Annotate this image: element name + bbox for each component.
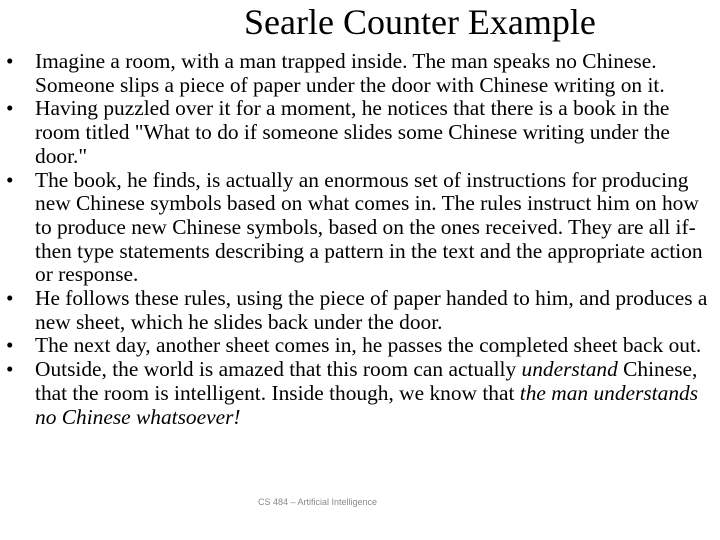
bullet-text: The next day, another sheet comes in, he passes the completed sheet back out. [35, 333, 702, 358]
bullet-text-emphasis: the man understands no Chinese whatsoever! [35, 380, 699, 429]
slide-title: Searle Counter Example [244, 2, 596, 42]
bullet-item [0, 358, 716, 429]
bullet-text-part: Outside, the world is amazed that this room can actually [35, 357, 522, 382]
bullet-marker: • [6, 49, 14, 73]
bullet-item [0, 334, 716, 358]
bullet-text: Imagine a room, with a man trapped inside. The man speaks no Chinese. Someone slips a piece of paper under the door with Chinese writing on it. [35, 49, 665, 97]
bullet-text-emphasis: understand [521, 357, 618, 382]
bullet-text: He follows these rules, using the piece of paper handed to him, and produces a new sheet, which he slides back under the door. [35, 286, 708, 334]
slide-footer: CS 484 – Artificial Intelligence [258, 497, 378, 507]
bullet-text: The book, he finds, is actually an enormous set of instructions for producing new Chinese symbols based on what comes in. The rules instruct him on how to produce new Chinese symbols, based on the ones received. They are all if-then type statements describing a pattern in the text and the appropriate action or response. [35, 167, 703, 287]
bullet-text-part: Chinese, that the room is intelligent. Inside though, we know that [35, 357, 698, 405]
bullet-item [0, 50, 716, 97]
bullet-item [0, 169, 716, 288]
bullet-marker: • [6, 357, 14, 382]
bullet-marker: • [6, 167, 14, 192]
bullet-text: Having puzzled over it for a moment, he notices that there is a book in the room titled "What to do if someone slides some Chinese writing under the door." [35, 96, 670, 168]
bullet-item [0, 97, 716, 168]
bullet-marker: • [6, 286, 14, 311]
bullet-item [0, 287, 716, 334]
bullet-marker: • [6, 96, 14, 121]
bullet-marker: • [6, 333, 14, 358]
bullet-list [0, 50, 716, 429]
